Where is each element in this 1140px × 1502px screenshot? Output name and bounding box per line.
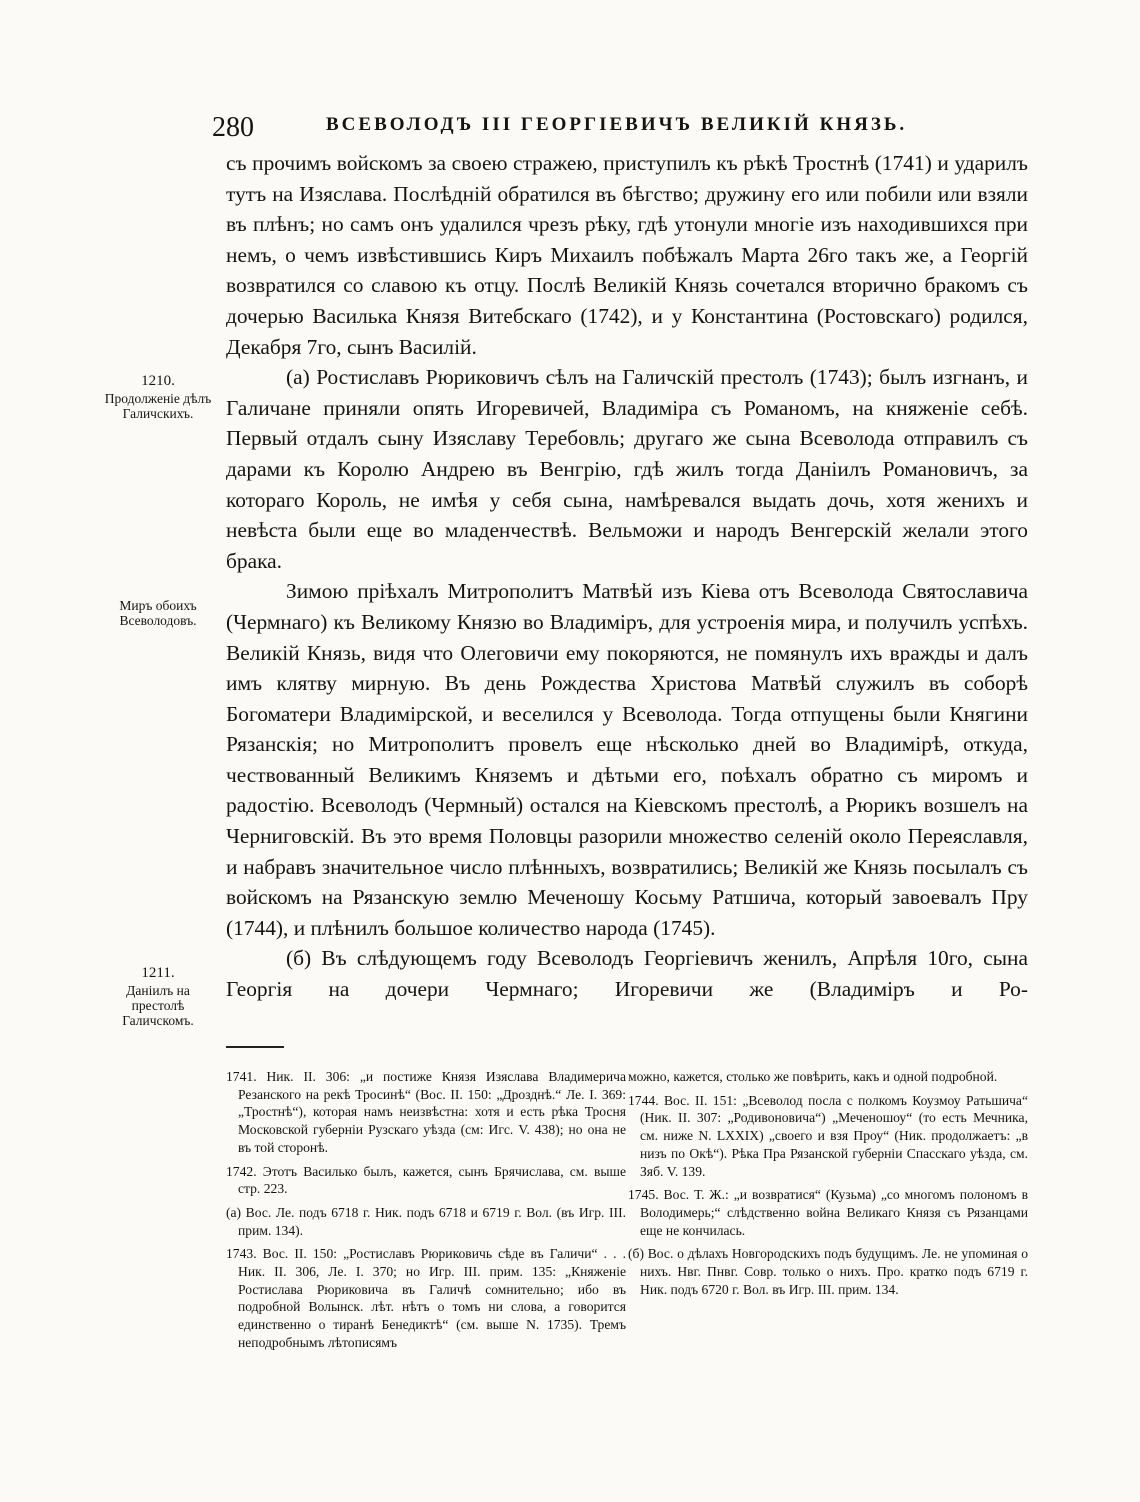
margin-label: Продолженіе дѣлъ Галичскихъ. [104, 391, 212, 421]
footnote: (а) Вос. Ле. подъ 6718 г. Ник. подъ 6718 и 6719 г. Вол. (въ Игр. III. прим. 134). [226, 1204, 626, 1238]
footnote: 1743. Вос. II. 150: „Ростиславъ Рюриковичь сѣде въ Галичи“ . . . Ник. II. 306, Ле. I. 370; но Игр. III. прим. 135: „Княженіе Ростислава Рюриковича въ Галичѣ сомнительно; ибо въ подробной Волынск. лѣт. нѣтъ о томъ ни слова, а говорится единственно о тиранѣ Бенедиктѣ“ (см. выше N. 1735). Тремъ неподробнымъ лѣтописямъ [226, 1246, 626, 1350]
paragraph: (а) Ростиславъ Рюриковичъ сѣлъ на Галичскій престолъ (1743); былъ изгнанъ, и Галичане приняли опять Игоревичей, Владиміра съ Романомъ, на княженіе себѣ. Первый отдалъ сыну Изяславу Теребовль; другаго же сына Всеволода отправилъ съ дарами къ Королю Андрею въ Венгрію, гдѣ жилъ тогда Даніилъ Романовичъ, за котораго Король, не имѣя у себя сына, намѣревался выдать дочь, хотя женихъ и невѣста были еще во младенчествѣ. Вельможи и народъ Венгерскій желали этого брака. [226, 365, 1028, 573]
main-text [226, 148, 1028, 1005]
footnote: можно, кажется, столько же повѣрить, какъ и одной подробной. [628, 1069, 998, 1084]
margin-year: 1210. [141, 373, 175, 389]
footnotes-right [628, 1068, 1028, 1304]
footnote-rule [226, 1046, 284, 1048]
running-title: ВСЕВОЛОДЪ III ГЕОРГІЕВИЧЪ ВЕЛИКІЙ КНЯЗЬ. [326, 114, 908, 135]
margin-label: Миръ обоихъ Всеволодовъ. [119, 598, 197, 628]
footnotes-left [226, 1068, 626, 1358]
footnote: 1741. Ник. II. 306: „и постиже Князя Изяслава Владимерича Резанского на рекѣ Тросинѣ“ (Вос. II. 150: „Дрозднѣ.“ Ле. I. 369: „Тростнѣ“), которая намъ неизвѣстна: хотя и есть рѣка Тросня Московской губерніи Рузскаго уѣзда (см: Игс. V. 438); но она не въ той сторонѣ. [226, 1069, 626, 1155]
footnote: 1744. Вос. II. 151: „Всеволод посла с полкомъ Коузмоу Ратьшича“ (Ник. II. 307: „Родивоновича“) „Меченошоу“ (то есть Мечника, см. ниже N. LXXIX) „своего и взя Проу“ (Ник. продолжаетъ: „в низъ по Окѣ“). Рѣка Пра Рязанской губерніи Спасскаго уѣзда, см. Зяб. V. 139. [628, 1092, 1028, 1179]
footnote: (б) Вос. о дѣлахъ Новгородскихъ подъ будущимъ. Ле. не упоминая о нихъ. Нвг. Пнвг. Совр. только о нихъ. Про. кратко подъ 6719 г. Ник. подъ 6720 г. Вол. въ Игр. III. прим. 134. [628, 1246, 1028, 1297]
page-number: 280 [212, 112, 254, 143]
margin-note-galich [104, 374, 212, 421]
paragraph: Зимою пріѣхалъ Митрополитъ Матвѣй изъ Кіева отъ Всеволода Святославича (Чермнаго) къ Великому Князю во Владиміръ, для устроенія мира, и получилъ успѣхъ. Великій Князь, видя что Олеговичи ему покоряются, не помянулъ ихъ вражды и далъ имъ клятву мирную. Въ день Рождества Христова Матвѣй служилъ въ соборѣ Богоматери Владимірской, и веселился у Всеволода. Тогда отпущены были Княгини Рязанскія; но Митрополитъ провелъ еще нѣсколько дней во Владимірѣ, откуда, чествованный Великимъ Княземъ и дѣтьми его, поѣхалъ обратно съ миромъ и радостію. Всеволодъ (Чермный) остался на Кіевскомъ престолѣ, а Рюрикъ возшелъ на Черниговскій. Въ это время Половцы разорили множество селеній около Переяславля, и набравъ значительное число плѣнныхъ, возвратились; Великій же Князь посылалъ съ войскомъ на Рязанскую землю Меченошу Косьму Ратшича, который завоевалъ Пру (1744), и плѣнилъ большое количество народа (1745). [226, 579, 1028, 940]
margin-note-peace [104, 598, 212, 628]
paragraph: съ прочимъ войскомъ за своею стражею, приступилъ къ рѣкѣ Тростнѣ (1741) и ударилъ тутъ на Изяслава. Послѣдній обратился въ бѣгство; дружину его или побили или взяли въ плѣнъ; но самъ онъ удалился чрезъ рѣку, гдѣ утонули многіе изъ находившихся при немъ, о чемъ извѣстившись Киръ Михаилъ побѣжалъ Марта 26го такъ же, а Георгій возвратился со славою къ отцу. Послѣ Великій Князь сочетался вторично бракомъ съ дочерью Василька Князя Витебскаго (1742), и у Константина (Ростовскаго) родился, Декабря 7го, сынъ Василій. [226, 151, 1028, 359]
paragraph: (б) Въ слѣдующемъ году Всеволодъ Георгіевичъ женилъ, Апрѣля 10го, сына Георгія на дочери Чермнаго; Игоревичи же (Владиміръ и Ро- [226, 946, 1028, 1002]
margin-label: Даніилъ на престолѣ Галичскомъ. [122, 983, 194, 1028]
footnote: 1742. Этотъ Василько былъ, кажется, сынъ Брячислава, см. выше стр. 223. [226, 1163, 626, 1197]
footnote: 1745. Вос. Т. Ж.: „и возвратися“ (Кузьма) „со многомъ полономъ в Володимерь;“ слѣдственно война Великаго Князя съ Рязанцами еще не кончилась. [628, 1187, 1028, 1238]
margin-note-daniil [104, 966, 212, 1028]
margin-year: 1211. [141, 965, 175, 981]
